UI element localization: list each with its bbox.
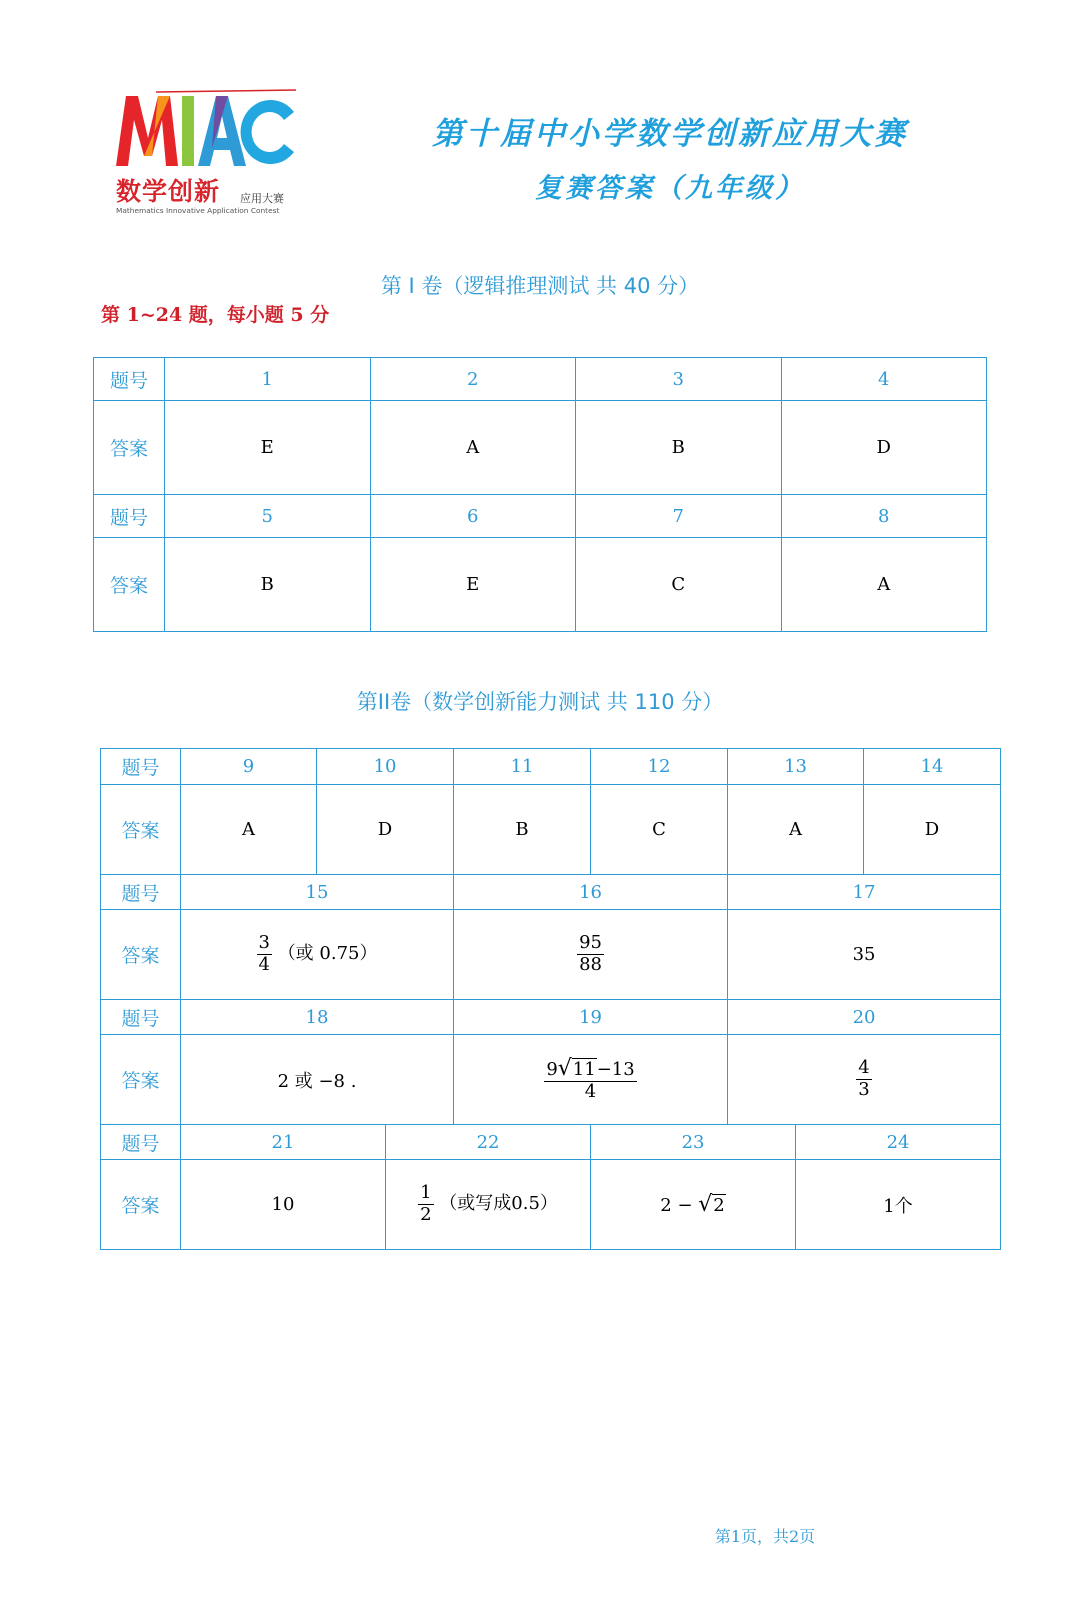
table-row xyxy=(101,1000,1001,1035)
question-number: 16 xyxy=(454,875,728,910)
table-row xyxy=(101,749,1001,785)
radicand: 11 xyxy=(572,1059,596,1080)
label-question-number: 题号 xyxy=(101,875,181,910)
question-number: 8 xyxy=(781,495,987,538)
answer-cell: D xyxy=(317,785,454,875)
question-number: 14 xyxy=(864,749,1001,785)
answer-cell: C xyxy=(591,785,728,875)
denominator: 4 xyxy=(258,954,270,975)
answer-cell: 1个 xyxy=(796,1160,1001,1250)
subtrahend: −13 xyxy=(596,1059,635,1080)
fraction xyxy=(577,933,604,975)
question-number: 12 xyxy=(591,749,728,785)
question-number: 3 xyxy=(576,358,782,401)
question-number: 13 xyxy=(728,749,864,785)
answer-cell xyxy=(454,910,728,1000)
denominator: 3 xyxy=(858,1079,870,1100)
table-row xyxy=(94,538,987,632)
label-answer: 答案 xyxy=(101,1035,181,1125)
question-number: 17 xyxy=(728,875,1001,910)
label-question-number: 题号 xyxy=(101,1125,181,1160)
fraction xyxy=(856,1058,871,1100)
answer-cell: 2 或 −8 . xyxy=(181,1035,454,1125)
label-answer: 答案 xyxy=(101,910,181,1000)
table-row xyxy=(101,875,1001,910)
question-number: 4 xyxy=(781,358,987,401)
scoring-note: 第 1~24 题，每小题 5 分 xyxy=(101,304,330,326)
answer-cell: C xyxy=(576,538,782,632)
label-question-number: 题号 xyxy=(94,495,165,538)
label-question-number: 题号 xyxy=(101,749,181,785)
numerator: 1 xyxy=(420,1182,432,1204)
answer-note: （或写成0.5） xyxy=(439,1193,558,1215)
label-answer: 答案 xyxy=(101,785,181,875)
label-question-number: 题号 xyxy=(94,358,165,401)
miac-logo-icon xyxy=(116,88,298,172)
answer-cell: E xyxy=(165,401,371,495)
question-number: 23 xyxy=(591,1125,796,1160)
answer-cell xyxy=(454,1035,728,1125)
table-row xyxy=(101,1125,1001,1160)
part2-heading: 第II卷（数学创新能力测试 共 110 分） xyxy=(356,690,724,714)
radicand: 2 xyxy=(713,1195,725,1216)
answer-cell: A xyxy=(370,401,576,495)
table-row xyxy=(94,495,987,538)
answer-cell: B xyxy=(454,785,591,875)
answer-cell: D xyxy=(781,401,987,495)
question-number: 7 xyxy=(576,495,782,538)
page-subtitle: 复赛答案（九年级） xyxy=(535,173,805,204)
radical-sign-icon: √ xyxy=(698,1192,713,1217)
answer-cell: 35 xyxy=(728,910,1001,1000)
label-question-number: 题号 xyxy=(101,1000,181,1035)
answer-cell xyxy=(728,1035,1001,1125)
contest-logo xyxy=(116,88,298,216)
answer-cell: A xyxy=(181,785,317,875)
denominator: 88 xyxy=(579,954,602,975)
answer-note: （或 0.75） xyxy=(277,943,378,965)
question-number: 5 xyxy=(165,495,371,538)
table-row xyxy=(101,1160,1001,1250)
answer-cell: A xyxy=(728,785,864,875)
question-number: 22 xyxy=(386,1125,591,1160)
page-number: 第1页，共2页 xyxy=(714,1527,816,1546)
answer-cell: 10 xyxy=(181,1160,386,1250)
numerator: 95 xyxy=(579,932,602,954)
answer-prefix: 2 − xyxy=(660,1195,699,1216)
numerator: 3 xyxy=(258,932,270,954)
question-number: 20 xyxy=(728,1000,1001,1035)
question-number: 9 xyxy=(181,749,317,785)
logo-english-text: Mathematics Innovative Application Contest xyxy=(116,206,280,215)
answer-cell: A xyxy=(781,538,987,632)
part1-heading: 第 I 卷（逻辑推理测试 共 40 分） xyxy=(380,274,700,298)
answer-cell: B xyxy=(576,401,782,495)
answer-cell xyxy=(181,910,454,1000)
question-number: 10 xyxy=(317,749,454,785)
label-answer: 答案 xyxy=(101,1160,181,1250)
question-number: 15 xyxy=(181,875,454,910)
question-number: 11 xyxy=(454,749,591,785)
denominator: 2 xyxy=(420,1204,432,1225)
table-row xyxy=(94,401,987,495)
part1-answer-table xyxy=(93,357,987,632)
question-number: 19 xyxy=(454,1000,728,1035)
radical-sign-icon: √ xyxy=(557,1056,572,1081)
answer-cell: D xyxy=(864,785,1001,875)
answer-cell xyxy=(386,1160,591,1250)
table-row xyxy=(101,910,1001,1000)
coefficient: 9 xyxy=(546,1059,558,1080)
question-number: 1 xyxy=(165,358,371,401)
logo-subtitle-text: 应用大赛 xyxy=(240,192,284,205)
table-row xyxy=(94,358,987,401)
part2-answer-table xyxy=(100,748,1001,1250)
label-answer: 答案 xyxy=(94,401,165,495)
label-answer: 答案 xyxy=(94,538,165,632)
page-title: 第十届中小学数学创新应用大赛 xyxy=(432,116,908,152)
question-number: 6 xyxy=(370,495,576,538)
denominator: 4 xyxy=(584,1081,597,1103)
table-row xyxy=(101,785,1001,875)
numerator: 4 xyxy=(858,1057,870,1079)
answer-cell: E xyxy=(370,538,576,632)
table-row xyxy=(101,1035,1001,1125)
fraction xyxy=(544,1056,636,1103)
question-number: 21 xyxy=(181,1125,386,1160)
answer-cell xyxy=(591,1160,796,1250)
fraction xyxy=(257,933,272,975)
logo-chinese-text: 数学创新 xyxy=(116,177,221,206)
fraction xyxy=(418,1183,433,1225)
question-number: 18 xyxy=(181,1000,454,1035)
question-number: 24 xyxy=(796,1125,1001,1160)
question-number: 2 xyxy=(370,358,576,401)
numerator xyxy=(544,1056,636,1082)
answer-cell: B xyxy=(165,538,371,632)
